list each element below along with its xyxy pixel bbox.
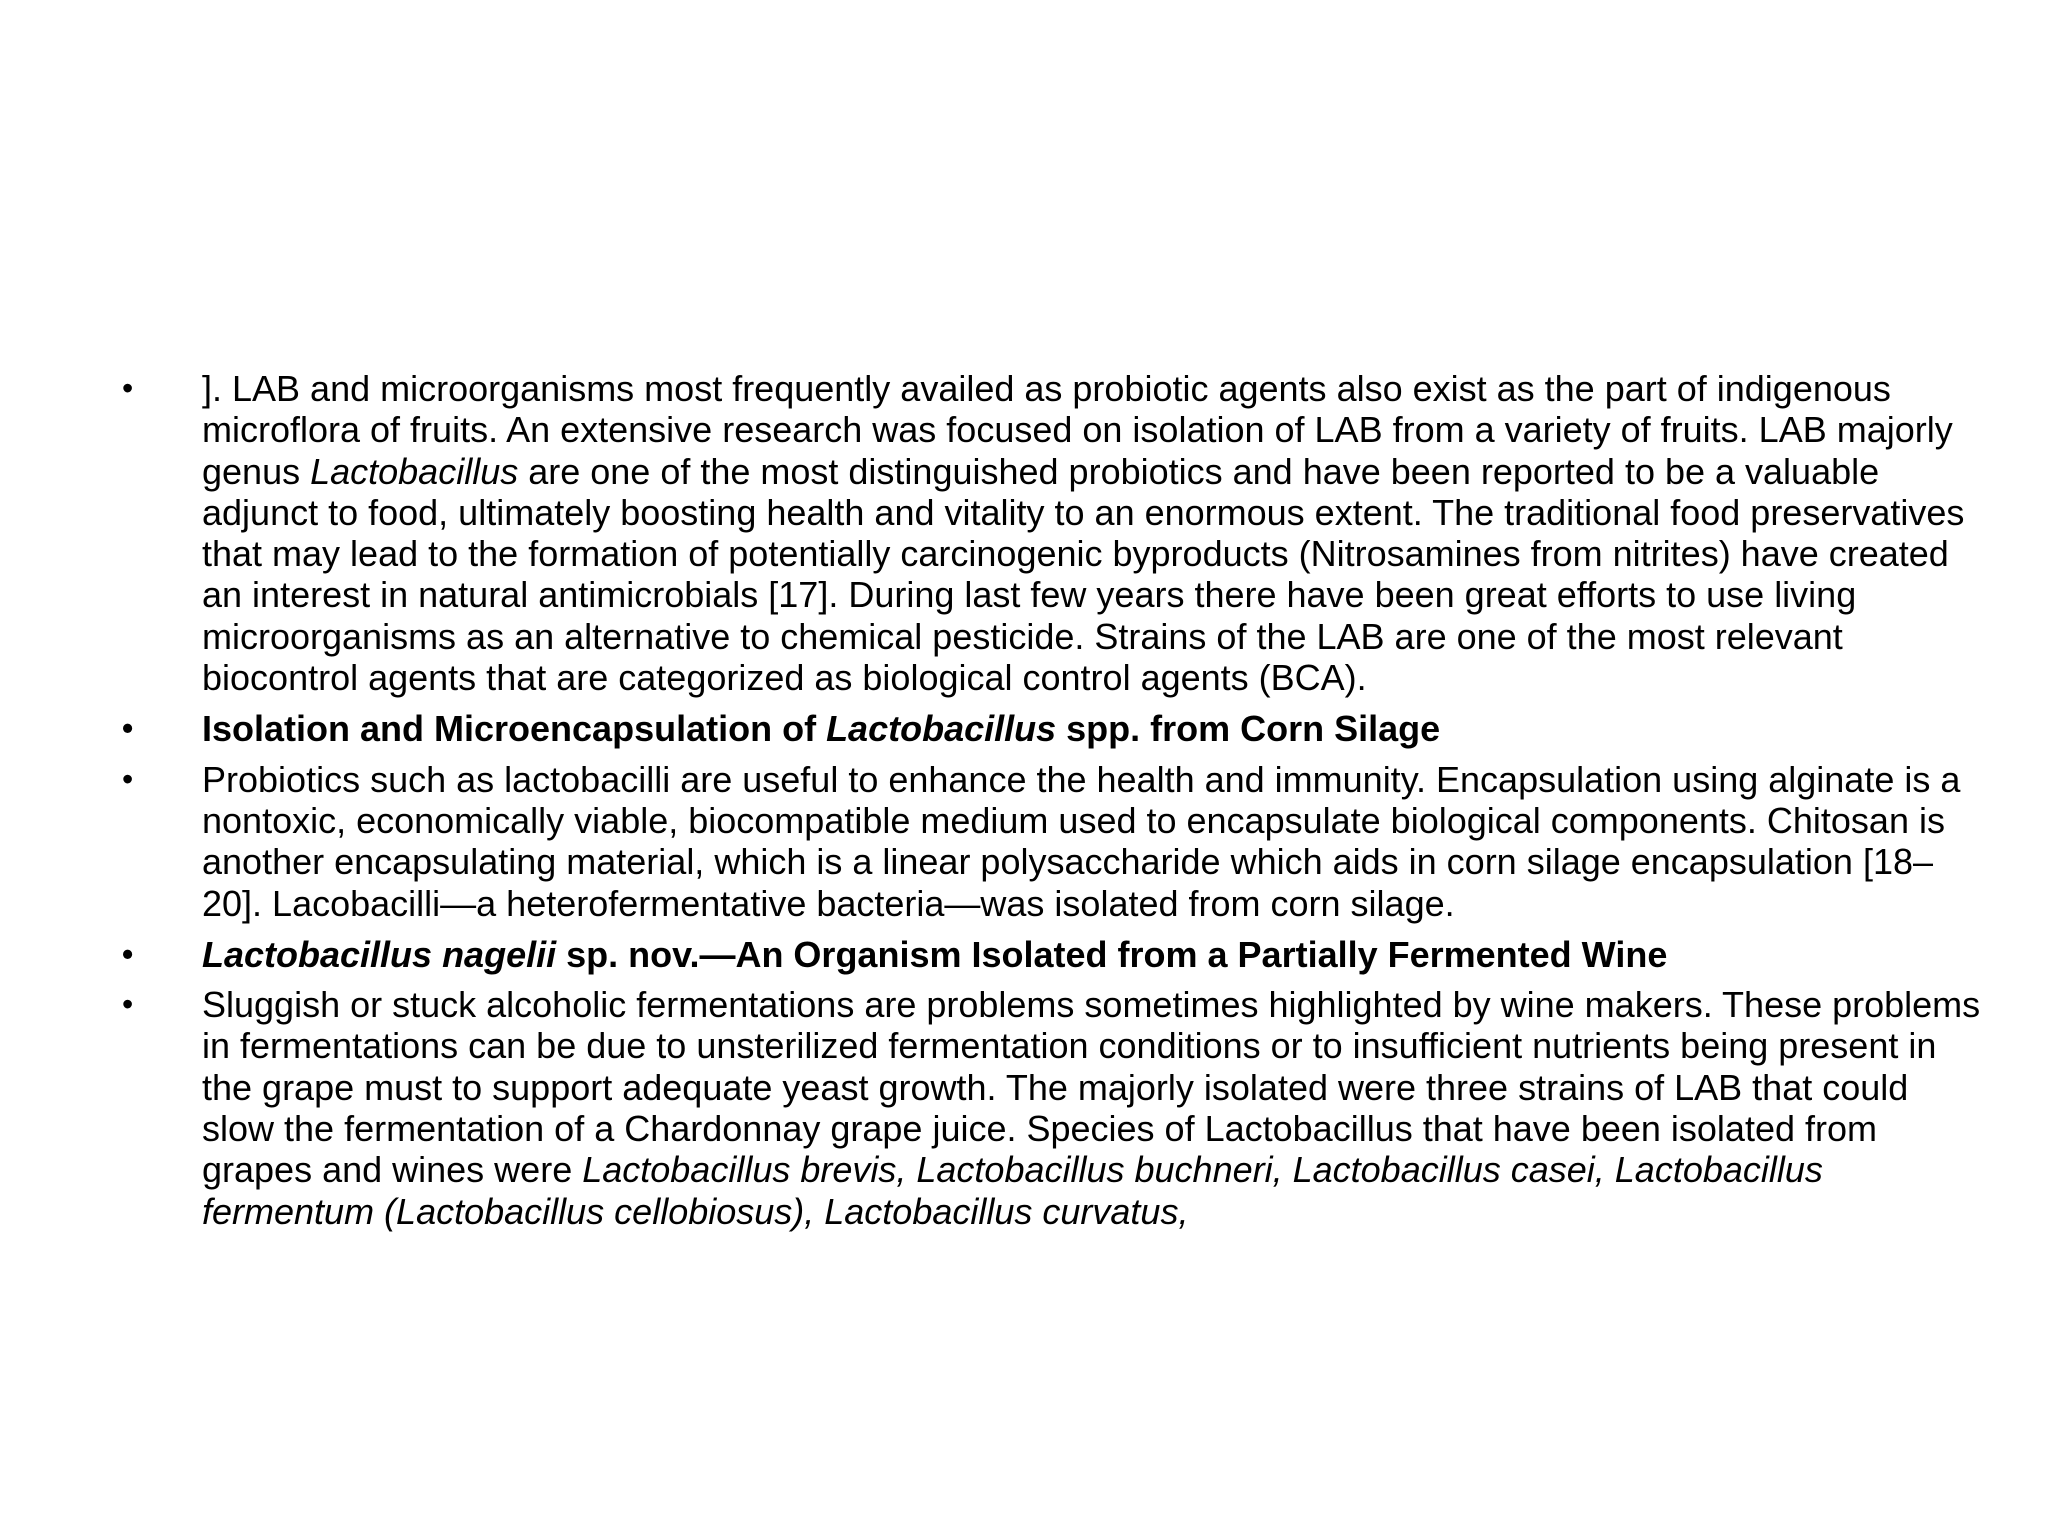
text-segment: Sluggish or stuck alcoholic fermentations are problems sometimes highlighted by wine makers. These problems in fermentations can be due to unsterilized fermentation conditions or to insufficient nutrients being present in the grape must to support adequate yeast growth. The majorly isolated were three strains of LAB that could slow the fermentation of a Chardonnay grape juice. Species of Lactobacillus that have been isolated from grapes and wines were bbox=[202, 984, 1981, 1191]
bullet-text bbox=[202, 984, 1980, 1231]
italic-segment: Lactobacillus bbox=[310, 450, 519, 492]
text-segment: Probiotics such as lactobacilli are useful to enhance the health and immunity. Encapsulation using alginate is a nontoxic, economically viable, biocompatible medium used to encapsulate biological components. Chitosan is another encapsulating material, which is a linear polysaccharide which aids in corn silage encapsulation [18–20]. Lacobacilli—a heterofermentative bacteria—was isolated from corn silage. bbox=[202, 758, 1961, 924]
bullet-text bbox=[202, 759, 1960, 924]
italic-segment: Lactobacillus bbox=[826, 708, 1057, 750]
bullet-list bbox=[122, 368, 1982, 1242]
bullet-glyph: • bbox=[122, 760, 134, 797]
text-segment: Isolation and Microencapsulation of bbox=[202, 708, 827, 750]
bullet-text bbox=[202, 368, 1964, 698]
bullet-item-probiotics-encapsulation bbox=[122, 759, 1982, 924]
text-segment: sp. nov.—An Organism Isolated from a Partially Fermented Wine bbox=[556, 933, 1668, 975]
text-segment: are one of the most distinguished probiotics and have been reported to be a valuable adjunct to food, ultimately boosting health and vitality to an enormous extent. The traditional food preservatives that may lead to the formation of potentially carcinogenic byproducts (Nitrosamines from nitrites) have created an interest in natural antimicrobials [17]. During last few years there have been great efforts to use living microorganisms as an alternative to chemical pesticide. Strains of the LAB are one of the most relevant biocontrol agents that are categorized as biological control agents (BCA). bbox=[202, 450, 1965, 699]
heading-text bbox=[202, 934, 1667, 975]
bullet-item-wine-fermentation bbox=[122, 984, 1982, 1232]
bullet-heading-lactobacillus-nagelii bbox=[122, 934, 1982, 975]
bullet-item-lab-fruits bbox=[122, 368, 1982, 698]
bullet-heading-corn-silage bbox=[122, 708, 1982, 749]
bullet-glyph: • bbox=[122, 370, 134, 406]
italic-segment: Lactobacillus nagelii bbox=[202, 933, 557, 975]
text-segment: ]. LAB and microorganisms most frequently availed as probiotic agents also exist as the part of indigenous microflora of fruits. An extensive research was focused on isolation of LAB from a variety of fruits. LAB majorly genus bbox=[202, 368, 1953, 492]
bullet-glyph: • bbox=[122, 935, 134, 972]
heading-text bbox=[202, 708, 1440, 749]
bullet-glyph: • bbox=[122, 710, 134, 747]
text-segment: spp. from Corn Silage bbox=[1056, 708, 1441, 750]
italic-segment: Lactobacillus brevis, Lactobacillus buchneri, Lactobacillus casei, Lactobacillus fermentum (Lactobacillus cellobiosus), Lactobacillus curvatus, bbox=[202, 1149, 1823, 1232]
bullet-glyph: • bbox=[122, 986, 134, 1023]
